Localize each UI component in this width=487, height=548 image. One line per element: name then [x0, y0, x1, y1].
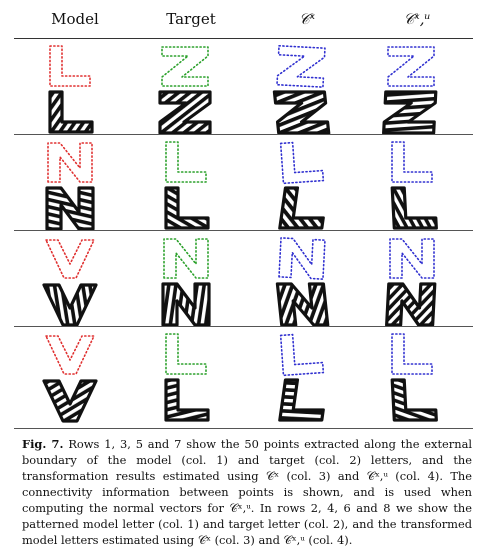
patterned-cell-target [136, 376, 236, 424]
boundary-points [390, 239, 434, 278]
patterned-letter-cxu [362, 376, 462, 424]
patterned-letter-shape [384, 92, 436, 133]
boundary-points-target [136, 42, 236, 90]
patterned-cell-model [20, 280, 120, 328]
patterned-letter-shape [50, 92, 92, 132]
caption-text: Rows 1, 3, 5 and 7 show the 50 points extracted along the external boundary of the model (col. 1) and target (col. 2) letters, and the transformation results estimated using 𝒞ˣ (col. 3) and 𝒞ˣ,ᵘ (col. 4). The connectivity information between points is shown, and is used when computing the normal vectors for 𝒞ˣ,ᵘ. In rows 2, 4, 6 and 8 we show the patterned model letter (col. 1) and target letter (col. 2), and the transformed model letters estimated using 𝒞ˣ (col. 3) and 𝒞ˣ,ᵘ (col. 4). [22, 437, 473, 547]
boundary-points [166, 142, 206, 182]
boundary-points-target [136, 138, 236, 186]
boundary-points [281, 333, 324, 376]
points-cell-model [20, 234, 120, 282]
patterned-letter-shape [160, 92, 210, 133]
patterned-cell-target [136, 184, 236, 232]
points-row [14, 330, 473, 378]
patterned-letter-shape [280, 188, 328, 228]
patterned-cell-model [20, 88, 120, 136]
boundary-points-cx [252, 330, 352, 378]
boundary-points-cx [252, 234, 352, 282]
boundary-points [46, 336, 94, 374]
patterned-letter-cx [252, 280, 352, 328]
patterned-letter-target [136, 376, 236, 424]
patterned-letter-model [20, 280, 120, 328]
boundary-points-cx [252, 42, 352, 90]
boundary-points [48, 143, 92, 182]
patterned-row [14, 184, 473, 232]
patterned-cell-cxu [362, 88, 462, 136]
header-rule [14, 38, 473, 39]
boundary-points-cxu [362, 234, 462, 282]
boundary-points [164, 239, 208, 278]
boundary-points [392, 334, 432, 374]
boundary-points-target [136, 330, 236, 378]
boundary-points [388, 47, 434, 86]
patterned-letter-target [136, 88, 236, 136]
points-row [14, 138, 473, 186]
points-cell-cxu [362, 234, 462, 282]
points-cell-cxu [362, 330, 462, 378]
patterned-cell-target [136, 88, 236, 136]
patterned-row [14, 88, 473, 136]
patterned-cell-model [20, 376, 120, 424]
patterned-letter-cxu [362, 280, 462, 328]
patterned-cell-cx [252, 184, 352, 232]
points-cell-model [20, 42, 120, 90]
patterned-letter-cxu [362, 184, 462, 232]
points-cell-target [136, 234, 236, 282]
patterned-letter-target [136, 184, 236, 232]
caption-label: Fig. 7. [22, 437, 64, 451]
points-cell-cx [252, 42, 352, 90]
header-target: Target [166, 10, 216, 28]
group-separator [14, 230, 473, 231]
points-row [14, 234, 473, 282]
patterned-letter-cxu [362, 88, 462, 136]
patterned-letter-target [136, 280, 236, 328]
patterned-cell-model [20, 184, 120, 232]
points-cell-target [136, 330, 236, 378]
patterned-letter-shape [280, 380, 328, 420]
figure-caption [22, 436, 472, 548]
boundary-points [50, 46, 90, 86]
header-cxu: 𝒞ˣ,ᵘ [403, 10, 431, 28]
patterned-cell-cxu [362, 280, 462, 328]
boundary-points [162, 47, 208, 86]
patterned-letter-shape [47, 188, 93, 229]
boundary-points-target [136, 234, 236, 282]
patterned-letter-cx [252, 376, 352, 424]
points-cell-cxu [362, 42, 462, 90]
boundary-points [281, 141, 324, 184]
boundary-points-model [20, 234, 120, 282]
points-cell-cx [252, 234, 352, 282]
grid-bottom-rule [14, 428, 473, 429]
patterned-letter-shape [392, 188, 436, 228]
patterned-letter-shape [387, 284, 435, 325]
patterned-letter-shape [166, 188, 208, 228]
patterned-row [14, 280, 473, 328]
boundary-points-model [20, 42, 120, 90]
patterned-letter-model [20, 376, 120, 424]
patterned-letter-shape [166, 380, 208, 420]
points-cell-cx [252, 330, 352, 378]
group-separator [14, 326, 473, 327]
boundary-points-cxu [362, 42, 462, 90]
boundary-points [46, 240, 94, 278]
patterned-cell-target [136, 280, 236, 328]
patterned-letter-shape [163, 284, 209, 325]
patterned-letter-shape [44, 381, 96, 421]
header-cx: 𝒞ˣ [298, 10, 316, 28]
patterned-cell-cxu [362, 376, 462, 424]
patterned-letter-shape [277, 284, 327, 325]
points-cell-model [20, 138, 120, 186]
patterned-cell-cx [252, 88, 352, 136]
patterned-letter-model [20, 184, 120, 232]
boundary-points-cxu [362, 330, 462, 378]
boundary-points-cx [252, 138, 352, 186]
points-row [14, 42, 473, 90]
points-cell-target [136, 42, 236, 90]
boundary-points [277, 46, 325, 87]
patterned-letter-shape [392, 380, 436, 420]
points-cell-cx [252, 138, 352, 186]
column-headers [0, 0, 487, 40]
boundary-points-cxu [362, 138, 462, 186]
patterned-letter-shape [44, 285, 96, 325]
boundary-points [279, 238, 325, 279]
patterned-cell-cxu [362, 184, 462, 232]
boundary-points-model [20, 330, 120, 378]
patterned-cell-cx [252, 376, 352, 424]
points-cell-model [20, 330, 120, 378]
boundary-points-model [20, 138, 120, 186]
points-cell-target [136, 138, 236, 186]
patterned-cell-cx [252, 280, 352, 328]
patterned-letter-cx [252, 184, 352, 232]
group-separator [14, 134, 473, 135]
points-cell-cxu [362, 138, 462, 186]
boundary-points [392, 142, 432, 182]
header-model: Model [51, 10, 99, 28]
patterned-row [14, 376, 473, 424]
patterned-letter-model [20, 88, 120, 136]
patterned-letter-cx [252, 88, 352, 136]
boundary-points [166, 334, 206, 374]
patterned-letter-shape [274, 92, 328, 133]
